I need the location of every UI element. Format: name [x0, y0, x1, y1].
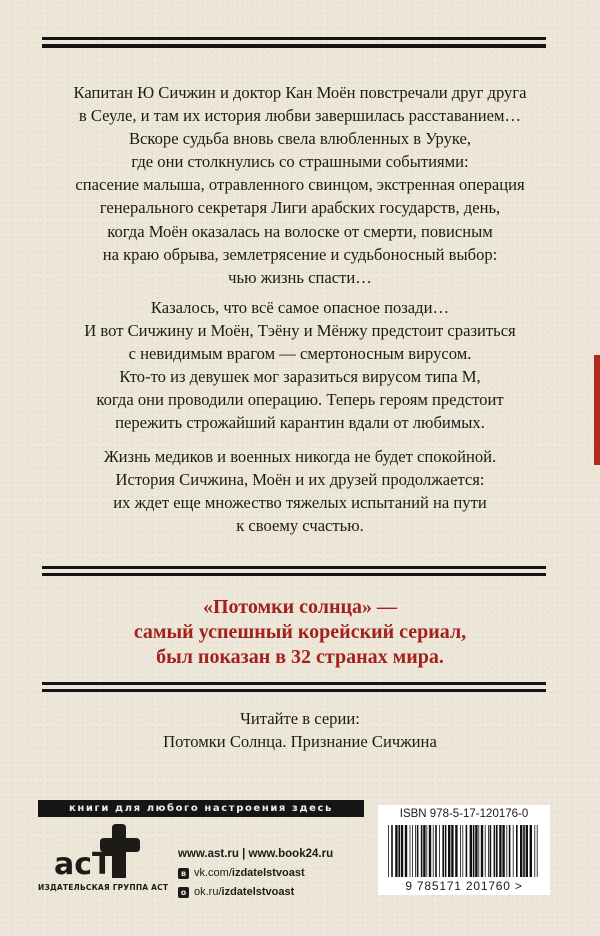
barcode-bar [451, 825, 453, 877]
barcode-bar [488, 825, 489, 877]
barcode-bar [429, 825, 431, 877]
barcode-bar [520, 825, 522, 877]
annotation-paragraph-2 [40, 296, 560, 435]
publisher-caption: ИЗДАТЕЛЬСКАЯ ГРУППА АСТ [38, 883, 169, 892]
ok-prefix: ok.ru/ [194, 886, 222, 898]
barcode-bar [506, 825, 507, 877]
barcode-bar [516, 825, 518, 877]
text-line: их ждет еще множество тяжелых испытаний на пути [113, 493, 487, 513]
text-line: Капитан Ю Сичжин и доктор Кан Моён повстречали друг друга [73, 83, 527, 102]
quote-line: самый успешный корейский сериал, [133, 621, 467, 643]
text-line: на краю обрыва, землетрясение и судьбоносный выбор: [102, 244, 498, 264]
series-heading: Читайте в серии: [240, 709, 360, 728]
top-rule-thin [42, 37, 546, 40]
series-title: Потомки Солнца. Признание Сичжина [163, 732, 437, 751]
barcode-bar [412, 825, 413, 877]
vk-icon: в [178, 868, 189, 879]
text-line: Казалось, что всё самое опасное позади… [150, 298, 450, 317]
websites-link[interactable]: www.ast.ru | www.book24.ru [178, 848, 334, 860]
text-line: в Сеуле, и там их история любви завершилась расставанием… [78, 106, 522, 126]
text-line: И вот Сичжину и Моён, Тэёну и Мёнжу предстоит сразиться [84, 321, 516, 341]
barcode-bar [435, 825, 437, 877]
text-line: к своему счастью. [236, 516, 364, 536]
barcode-bar [401, 825, 403, 877]
barcode-bar [496, 825, 498, 877]
ok-handle: izdatelstvoast [221, 886, 295, 898]
barcode-bar [455, 825, 457, 877]
promo-quote [40, 595, 560, 670]
barcode-number: 9 785171 201760 > [405, 879, 523, 893]
barcode-bar [466, 825, 468, 877]
barcode-bar [537, 825, 538, 877]
barcode-bar [473, 825, 475, 877]
barcode-bar [462, 825, 463, 877]
text-line: пережить строжайший карантин вдали от любимых. [115, 413, 485, 433]
isbn-label: ISBN 978-5-17-120176-0 [399, 808, 529, 820]
barcode-bar [391, 825, 393, 877]
odnoklassniki-icon: о [178, 887, 189, 898]
barcode-bar [509, 825, 511, 877]
barcode-bar [460, 825, 461, 877]
barcode-bar [502, 825, 504, 877]
text-line: где они столкнулись со страшными событиями: [131, 152, 469, 172]
slogan-banner: книги для любого настроения здесь [38, 800, 364, 817]
annotation-paragraph-1 [40, 81, 560, 289]
barcode-bar [405, 825, 407, 877]
barcode-bar [426, 825, 427, 877]
barcode-bar [499, 825, 501, 877]
middle-rule-second [42, 573, 546, 576]
barcode-bar [530, 825, 532, 877]
barcode-bar [494, 825, 496, 877]
vk-link[interactable] [178, 866, 333, 881]
series-block [40, 707, 560, 753]
lower-rule-thin [42, 682, 546, 685]
barcode-bar [423, 825, 425, 877]
logo-text: acT [54, 847, 113, 882]
barcode-bar [513, 825, 514, 877]
text-line: Вскоре судьба вновь свела влюбленных в Уруке, [128, 129, 472, 149]
barcode-bar [526, 825, 528, 877]
barcode-bar [475, 825, 477, 877]
text-line: когда они проводили операцию. Теперь героям предстоит [96, 390, 504, 410]
vk-prefix: vk.com/ [194, 867, 232, 879]
quote-line: был показан в 32 странах мира. [156, 646, 444, 668]
top-rule-thick [42, 44, 546, 48]
ok-link[interactable] [178, 885, 333, 900]
barcode-bar [398, 825, 400, 877]
barcode-bar [523, 825, 525, 877]
text-line: Кто-то из девушек мог заразиться вирусом типа М, [119, 367, 481, 387]
ast-logo [52, 824, 146, 882]
barcode-bar [478, 825, 479, 877]
barcode-bar [417, 825, 419, 877]
vk-handle: izdatelstvoast [231, 867, 305, 879]
text-line: когда Моён оказалась на волоске от смерти, повисным [107, 221, 493, 241]
annotation-paragraph-3 [40, 445, 560, 537]
text-line: генерального секретаря Лиги арабских государств, день, [99, 198, 501, 218]
barcode-bar [433, 825, 434, 877]
publisher-links [178, 847, 333, 900]
text-line: чью жизнь спасти… [228, 267, 372, 287]
text-line: История Сичжина, Моён и их друзей продолжается: [115, 470, 485, 490]
barcode-bar [421, 825, 423, 877]
barcode-bar [388, 825, 389, 877]
barcode-panel [378, 805, 550, 895]
barcode-bar [481, 825, 483, 877]
barcode-bar [415, 825, 416, 877]
barcode-bar [534, 825, 535, 877]
barcode-bar [439, 825, 440, 877]
edge-red-mark [594, 355, 600, 465]
barcode-bar [470, 825, 472, 877]
text-line: с невидимым врагом — смертоносным вирусом. [128, 344, 472, 364]
barcode-bar [395, 825, 397, 877]
barcode-bars [386, 825, 542, 879]
barcode-bar [448, 825, 450, 877]
lower-rule-second [42, 689, 546, 692]
middle-rule-thin [42, 566, 546, 569]
barcode-bar [485, 825, 486, 877]
barcode-bar [445, 825, 447, 877]
barcode-bar [410, 825, 411, 877]
barcode-bar [442, 825, 444, 877]
quote-line: «Потомки солнца» — [202, 596, 398, 618]
text-line: Жизнь медиков и военных никогда не будет спокойной. [103, 447, 497, 466]
text-line: спасение малыша, отравленного свинцом, экстренная операция [75, 175, 525, 195]
barcode-bar [490, 825, 492, 877]
